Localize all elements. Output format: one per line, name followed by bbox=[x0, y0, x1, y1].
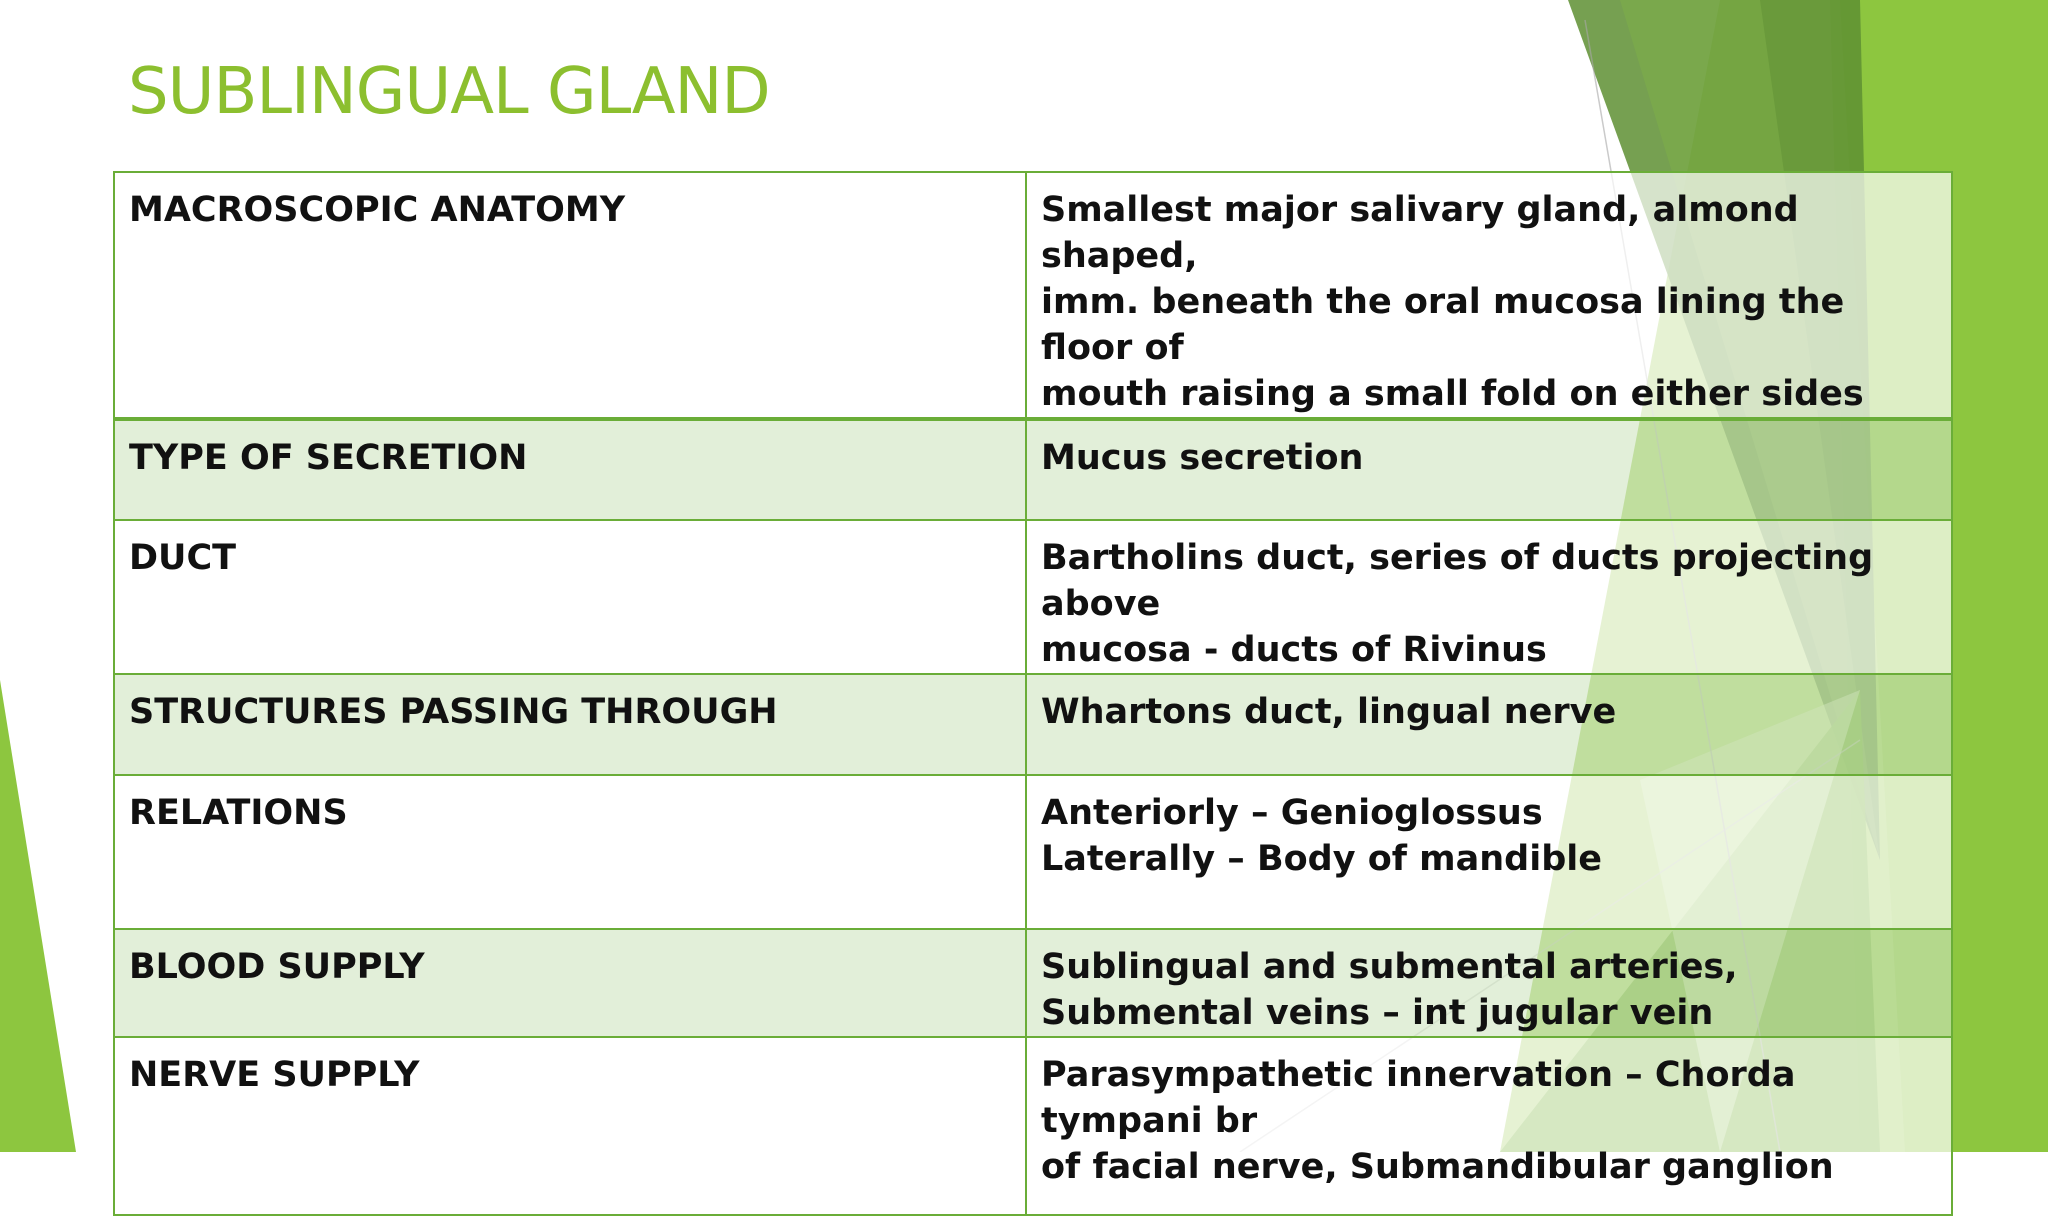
slide-title: SUBLINGUAL GLAND bbox=[128, 55, 770, 129]
row-value-line: Whartons duct, lingual nerve bbox=[1041, 692, 1617, 732]
row-value-cell bbox=[1026, 929, 1952, 1037]
row-label: DUCT bbox=[129, 538, 237, 578]
row-value-line: Bartholins duct, series of ducts projecting above bbox=[1041, 538, 1874, 624]
row-label: TYPE OF SECRETION bbox=[129, 438, 528, 478]
row-value-cell bbox=[1026, 674, 1952, 775]
table-row-blood-supply bbox=[114, 929, 1952, 1037]
row-value-line: Laterally – Body of mandible bbox=[1041, 839, 1603, 879]
row-value-line: mouth raising a small fold on either sides bbox=[1041, 374, 1864, 414]
row-label-cell bbox=[114, 674, 1026, 775]
row-value-cell bbox=[1026, 1037, 1952, 1215]
row-value-line: Submental veins – int jugular vein bbox=[1041, 993, 1714, 1033]
row-label-cell bbox=[114, 172, 1026, 419]
row-label: MACROSCOPIC ANATOMY bbox=[129, 190, 626, 230]
row-value-line: Smallest major salivary gland, almond shaped, bbox=[1041, 190, 1799, 276]
sublingual-gland-table bbox=[113, 171, 1953, 1216]
table-row-duct bbox=[114, 520, 1952, 674]
row-value-cell bbox=[1026, 520, 1952, 674]
row-label-cell bbox=[114, 520, 1026, 674]
table-row-structures-passing-through bbox=[114, 674, 1952, 775]
row-value-cell bbox=[1026, 419, 1952, 520]
table-row-type-of-secretion bbox=[114, 419, 1952, 520]
decor-left-sliver bbox=[0, 680, 76, 1152]
row-label: RELATIONS bbox=[129, 793, 348, 833]
row-value-line: Parasympathetic innervation – Chorda tympani br bbox=[1041, 1055, 1796, 1141]
row-value-cell bbox=[1026, 172, 1952, 419]
row-label: NERVE SUPPLY bbox=[129, 1055, 420, 1095]
row-value-cell bbox=[1026, 775, 1952, 929]
row-label-cell bbox=[114, 1037, 1026, 1215]
row-value-line: of facial nerve, Submandibular ganglion bbox=[1041, 1147, 1834, 1187]
row-label-cell bbox=[114, 419, 1026, 520]
row-value-line: mucosa - ducts of Rivinus bbox=[1041, 630, 1547, 670]
table-row-macroscopic-anatomy bbox=[114, 172, 1952, 419]
row-label: BLOOD SUPPLY bbox=[129, 947, 425, 987]
row-label: STRUCTURES PASSING THROUGH bbox=[129, 692, 778, 732]
row-label-cell bbox=[114, 929, 1026, 1037]
row-value-line: Mucus secretion bbox=[1041, 438, 1364, 478]
table-row-relations bbox=[114, 775, 1952, 929]
table-row-nerve-supply bbox=[114, 1037, 1952, 1215]
row-value-line: imm. beneath the oral mucosa lining the floor of bbox=[1041, 282, 1845, 368]
row-value-line: Anteriorly – Genioglossus bbox=[1041, 793, 1543, 833]
row-value-line: Sublingual and submental arteries, bbox=[1041, 947, 1738, 987]
row-label-cell bbox=[114, 775, 1026, 929]
